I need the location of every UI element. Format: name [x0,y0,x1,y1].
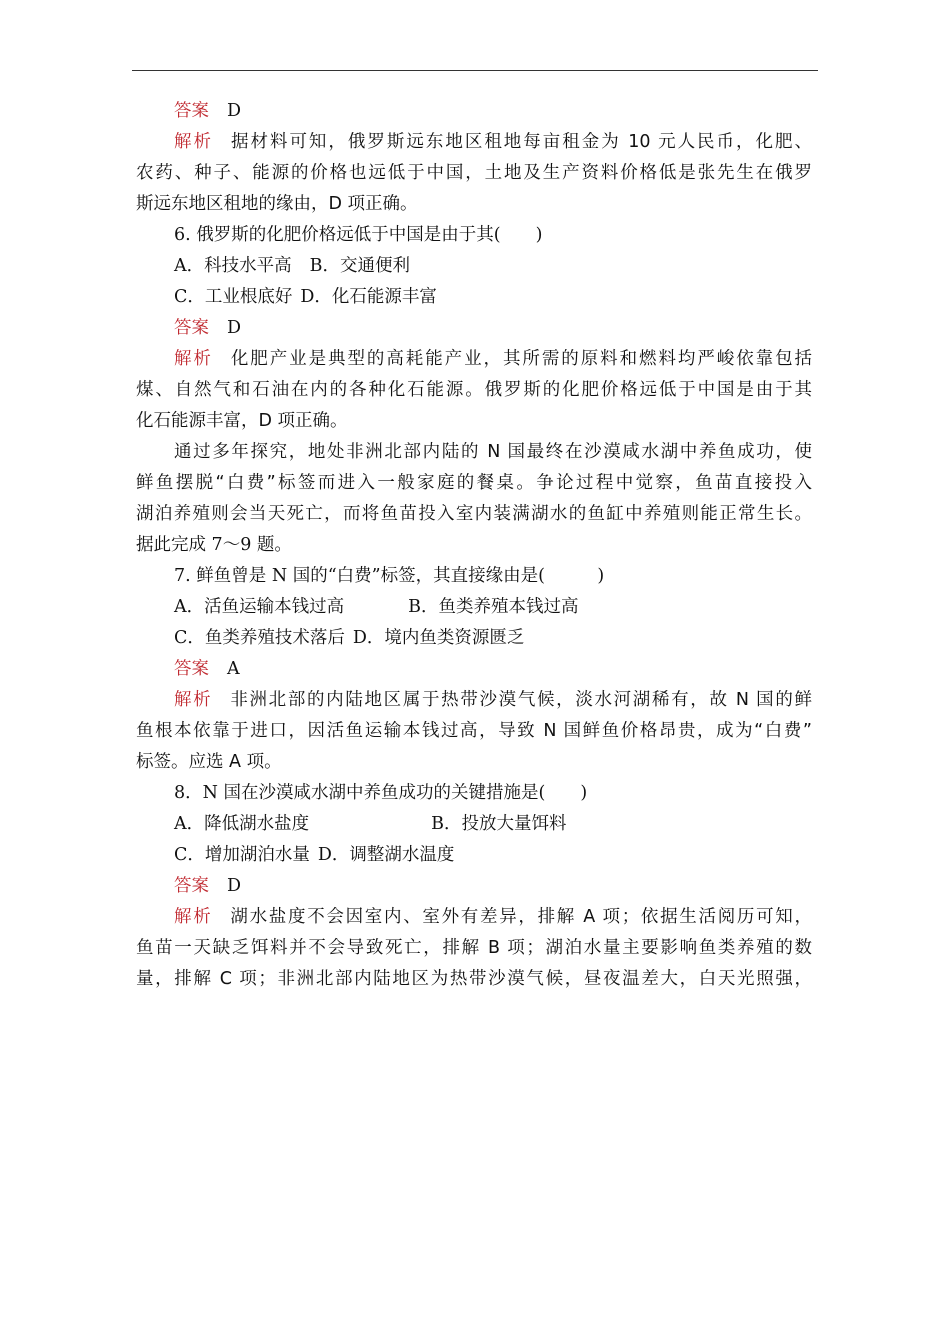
passage-line-2: 鲜鱼摆脱“白费”标签而进入一般家庭的餐桌。争论过程中觉察，鱼苗直接投入 [136,473,812,493]
q8-stem: 8．N 国在沙漠咸水湖中养鱼成功的关键措施是( ) [174,783,588,803]
q8-analysis-line-2: 鱼苗一天缺乏饵料并不会导致死亡，排解 B 项；湖泊水量主要影响鱼类养殖的数 [136,938,812,958]
answer-label: 答案 [174,318,209,338]
q7-analysis-text-1: 非洲北部的内陆地区属于热带沙漠气候，淡水河湖稀有，故 N 国的鲜 [230,690,812,710]
q6-stem: 6. 俄罗斯的化肥价格远低于中国是由于其( ) [174,225,543,245]
q7-options-cd [136,623,812,654]
q8-option-a: A．降低湖水盐度 [174,814,310,834]
q6-analysis-line-3: 化石能源丰富，D 项正确。 [136,411,348,431]
q5-answer: D [227,101,242,121]
q6-answer-line [136,313,812,344]
q5-analysis-line-1 [136,127,812,158]
q7-answer-line [136,654,812,685]
answer-label: 答案 [174,876,209,896]
q8-analysis-line-3: 量，排解 C 项；非洲北部内陆地区为热带沙漠气候，昼夜温差大，白天光照强， [136,969,812,989]
q8-answer: D [227,876,242,896]
q5-analysis-text-1: 据材料可知，俄罗斯远东地区租地每亩租金为 10 元人民币，化肥、 [230,132,812,152]
q6-option-a: A．科技水平高 [174,256,292,276]
q8-analysis-text-1: 湖水盐度不会因室内、室外有差异，排解 A 项；依据生活阅历可知， [230,907,812,927]
passage-line-1: 通过多年探究，地处非洲北部内陆的 N 国最终在沙漠咸水湖中养鱼成功，使 [174,442,812,462]
q6-option-b: B．交通便利 [309,256,411,276]
q7-analysis-line-2: 鱼根本依靠于进口，因活鱼运输本钱过高，导致 N 国鲜鱼价格昂贵，成为“白费” [136,721,812,741]
q5-analysis-line-2: 农药、种子、能源的价格也远低于中国，土地及生产资料价格低是张先生在俄罗 [136,163,812,183]
passage-line-4: 据此完成 7～9 题。 [136,535,292,555]
q7-analysis-line-1 [136,685,812,716]
q7-options-ab [136,592,812,623]
q8-analysis-line-1 [136,902,812,933]
analysis-label: 解析 [174,907,213,927]
q7-option-a: A．活鱼运输本钱过高 [174,597,345,617]
q6-analysis-text-1: 化肥产业是典型的高耗能产业，其所需的原料和燃料均严峻依靠包括 [230,349,812,369]
q8-options-ab [136,809,812,840]
q7-option-d: D．境内鱼类资源匮乏 [352,628,525,648]
q6-option-d: D．化石能源丰富 [300,287,437,307]
analysis-label: 解析 [174,132,213,152]
answer-label: 答案 [174,101,209,121]
q6-answer: D [227,318,242,338]
q8-option-d: D．调整湖水温度 [317,845,455,865]
q5-analysis-line-3: 斯远东地区租地的缘由，D 项正确。 [136,194,418,214]
q6-options-cd [136,282,812,313]
q8-option-c: C．增加湖泊水量 [174,845,310,865]
q6-options-ab [136,251,812,282]
q7-analysis-line-3: 标签。应选 A 项。 [136,752,282,772]
q8-answer-line [136,871,812,902]
q7-answer: A [227,659,240,679]
q8-options-cd [136,840,812,871]
q6-option-c: C．工业根底好 [174,287,293,307]
header-rule [132,70,818,71]
q5-answer-line [136,96,812,127]
page-content [136,96,812,995]
q6-analysis-line-2: 煤、自然气和石油在内的各种化石能源。俄罗斯的化肥价格远低于中国是由于其 [136,380,812,400]
q7-stem: 7. 鲜鱼曾是 N 国的“白费”标签，其直接缘由是( ) [174,566,605,586]
q8-option-b: B．投放大量饵料 [431,814,567,834]
passage-line-3: 湖泊养殖则会当天死亡，而将鱼苗投入室内装满湖水的鱼缸中养殖则能正常生长。 [136,504,812,524]
answer-label: 答案 [174,659,209,679]
q6-analysis-line-1 [136,344,812,375]
q7-option-c: C．鱼类养殖技术落后 [174,628,345,648]
analysis-label: 解析 [174,349,213,369]
q7-option-b: B．鱼类养殖本钱过高 [408,597,579,617]
analysis-label: 解析 [174,690,213,710]
